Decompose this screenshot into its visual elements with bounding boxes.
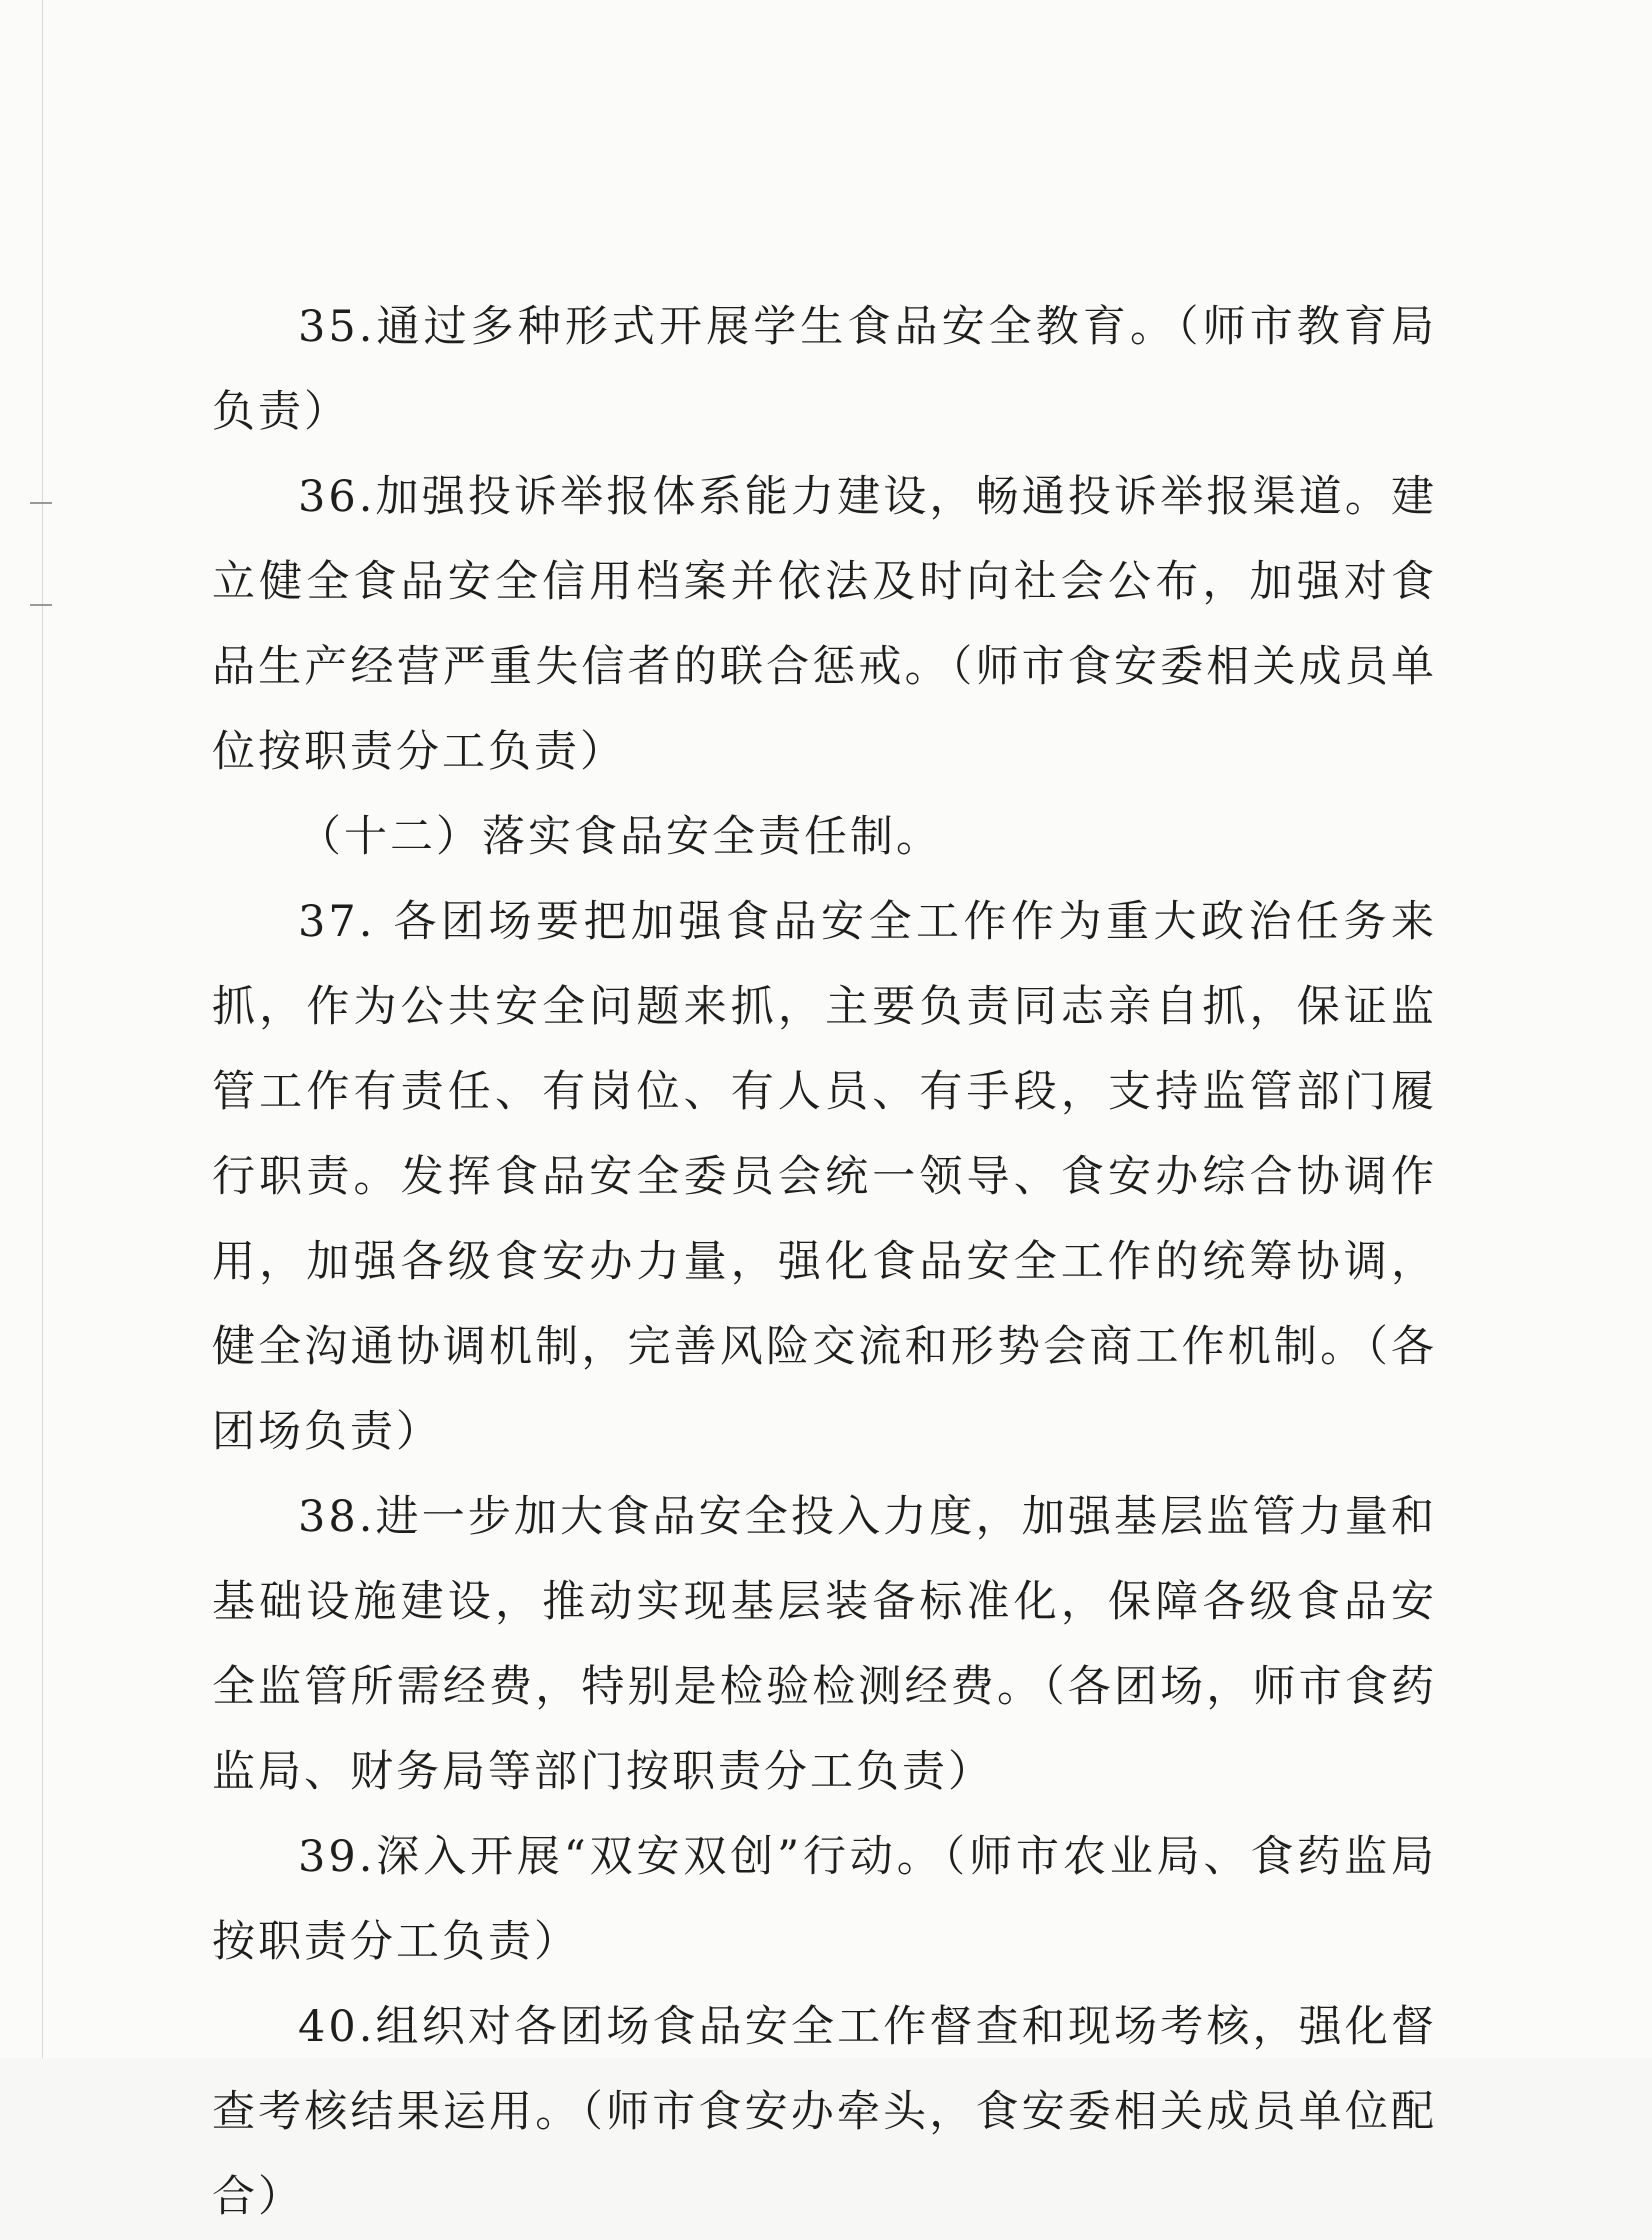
paragraph-40: 40.组织对各团场食品安全工作督查和现场考核，强化督查考核结果运用。（师市食安办牵头，食安委相关成员单位配合） — [212, 2002, 1437, 2222]
paragraph-36: 36.加强投诉举报体系能力建设，畅通投诉举报渠道。建立健全食品安全信用档案并依法及时向社会公布，加强对食品生产经营严重失信者的联合惩戒。（师市食安委相关成员单位按职责分工负责） — [212, 472, 1437, 777]
paragraph-35: 35.通过多种形式开展学生食品安全教育。（师市教育局负责） — [212, 302, 1437, 437]
document-body — [212, 285, 1437, 2240]
paragraph-39: 39.深入开展“双安双创”行动。（师市农业局、食药监局按职责分工负责） — [212, 1832, 1437, 1967]
binding-mark-bottom — [30, 604, 52, 606]
section-heading-12: （十二）落实食品安全责任制。 — [298, 812, 942, 862]
binding-line — [42, 0, 43, 2058]
paragraph-38: 38.进一步加大食品安全投入力度，加强基层监管力量和基础设施建设，推动实现基层装备标准化，保障各级食品安全监管所需经费，特别是检验检测经费。（各团场，师市食药监局、财务局等部门按职责分工负责） — [212, 1492, 1437, 1797]
paragraph-37: 37. 各团场要把加强食品安全工作作为重大政治任务来抓，作为公共安全问题来抓，主要负责同志亲自抓，保证监管工作有责任、有岗位、有人员、有手段，支持监管部门履行职责。发挥食品安全委员会统一领导、食安办综合协调作用，加强各级食安办力量，强化食品安全工作的统筹协调，健全沟通协调机制，完善风险交流和形势会商工作机制。（各团场负责） — [212, 897, 1437, 1457]
binding-mark-top — [30, 502, 52, 504]
